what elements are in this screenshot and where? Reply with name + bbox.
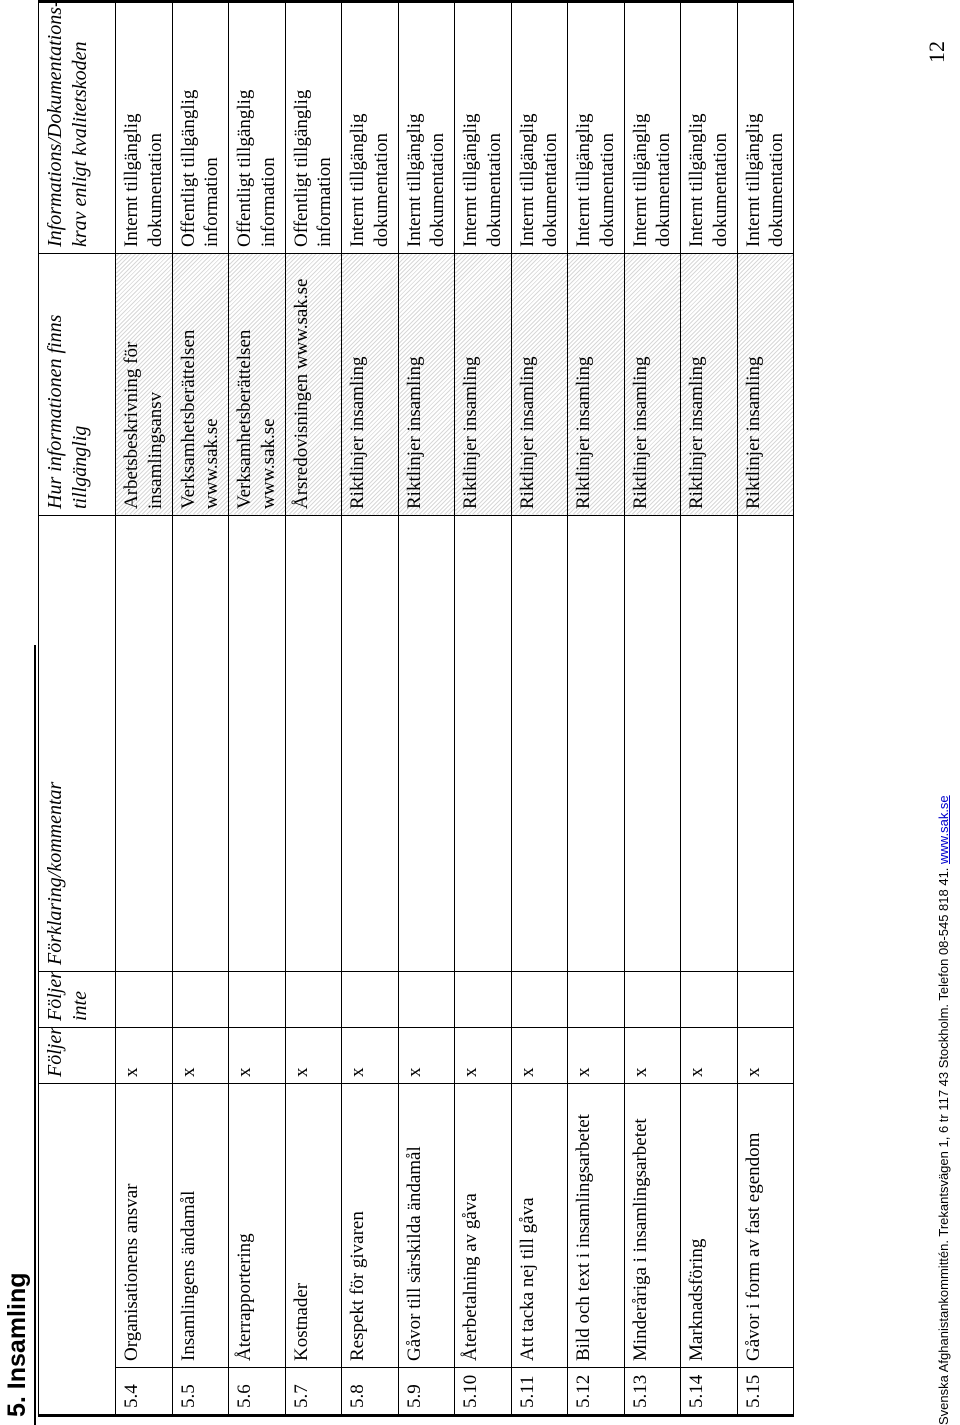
cell-forklaring	[568, 516, 625, 972]
row-label: Gåvor till särskilda ändamål	[398, 1084, 455, 1368]
header-hur: Hur informationen finns tillgänglig	[39, 254, 116, 516]
cell-foljer: x	[342, 1028, 399, 1084]
cell-krav: Internt tillgänglig dokumentation	[737, 2, 794, 254]
page-number: 12	[924, 41, 949, 63]
row-label: Bild och text i insamlingsarbetet	[568, 1084, 625, 1368]
cell-hur: Verksamhetsberättelsen www.sak.se	[229, 254, 286, 516]
table-row	[455, 2, 512, 1416]
row-label: Kostnader	[285, 1084, 342, 1368]
cell-krav: Internt tillgänglig dokumentation	[398, 2, 455, 254]
table-row	[624, 2, 681, 1416]
cell-hur: Riktlinjer insamling	[681, 254, 738, 516]
cell-hur: Riktlinjer insamling	[568, 254, 625, 516]
row-label: Organisationens ansvar	[116, 1084, 173, 1368]
cell-krav: Internt tillgänglig dokumentation	[568, 2, 625, 254]
compliance-table	[38, 0, 794, 1417]
cell-foljer-inte	[737, 972, 794, 1028]
cell-hur: Riktlinjer insamling	[342, 254, 399, 516]
cell-foljer-inte	[116, 972, 173, 1028]
section-title: 5. Insamling	[3, 1272, 31, 1417]
cell-hur: Årsredovisningen www.sak.se	[285, 254, 342, 516]
row-label: Återrapportering	[229, 1084, 286, 1368]
cell-krav: Internt tillgänglig dokumentation	[624, 2, 681, 254]
cell-foljer-inte	[398, 972, 455, 1028]
table-row	[398, 2, 455, 1416]
footer	[936, 795, 951, 1425]
row-label: Återbetalning av gåva	[455, 1084, 512, 1368]
cell-krav: Internt tillgänglig dokumentation	[116, 2, 173, 254]
cell-foljer-inte	[172, 972, 229, 1028]
row-number: 5.9	[398, 1368, 455, 1416]
cell-foljer: x	[624, 1028, 681, 1084]
cell-forklaring	[285, 516, 342, 972]
cell-foljer-inte	[229, 972, 286, 1028]
row-label: Minderåriga i insamlingsarbetet	[624, 1084, 681, 1368]
section-rule	[34, 645, 36, 1425]
cell-foljer: x	[285, 1028, 342, 1084]
cell-forklaring	[172, 516, 229, 972]
cell-forklaring	[455, 516, 512, 972]
header-forklaring: Förklaring/kommentar	[39, 516, 116, 972]
cell-krav: Internt tillgänglig dokumentation	[681, 2, 738, 254]
cell-foljer: x	[568, 1028, 625, 1084]
cell-hur: Riktlinjer insamling	[455, 254, 512, 516]
cell-krav: Internt tillgänglig dokumentation	[342, 2, 399, 254]
cell-krav: Internt tillgänglig dokumentation	[455, 2, 512, 254]
row-number: 5.15	[737, 1368, 794, 1416]
footer-text: Svenska Afghanistankommittén. Trekantsvägen 1, 6 tr 117 43 Stockholm. Telefon 08-545 818 41.	[936, 863, 951, 1425]
row-number: 5.4	[116, 1368, 173, 1416]
cell-forklaring	[624, 516, 681, 972]
row-number: 5.13	[624, 1368, 681, 1416]
cell-krav: Offentligt tillgänglig information	[229, 2, 286, 254]
table-row	[229, 2, 286, 1416]
table-row	[116, 2, 173, 1416]
cell-foljer-inte	[511, 972, 568, 1028]
cell-foljer: x	[681, 1028, 738, 1084]
table-row	[342, 2, 399, 1416]
row-number: 5.6	[229, 1368, 286, 1416]
cell-hur: Riktlinjer insamling	[511, 254, 568, 516]
cell-forklaring	[229, 516, 286, 972]
cell-hur: Arbetsbeskrivning för insamlingsansv	[116, 254, 173, 516]
cell-foljer: x	[737, 1028, 794, 1084]
header-blank	[39, 1084, 116, 1416]
cell-foljer: x	[172, 1028, 229, 1084]
header-foljer: Följer	[39, 1028, 116, 1084]
table-row	[172, 2, 229, 1416]
row-number: 5.11	[511, 1368, 568, 1416]
row-label: Insamlingens ändamål	[172, 1084, 229, 1368]
row-label: Respekt för givaren	[342, 1084, 399, 1368]
header-krav: Informations/Dokumentations-krav enligt kvalitetskoden	[39, 2, 116, 254]
cell-hur: Riktlinjer insamling	[624, 254, 681, 516]
cell-foljer-inte	[624, 972, 681, 1028]
cell-hur: Verksamhetsberättelsen www.sak.se	[172, 254, 229, 516]
row-number: 5.12	[568, 1368, 625, 1416]
row-label: Att tacka nej till gåva	[511, 1084, 568, 1368]
row-label: Marknadsföring	[681, 1084, 738, 1368]
table-row	[737, 2, 794, 1416]
row-number: 5.14	[681, 1368, 738, 1416]
cell-foljer-inte	[568, 972, 625, 1028]
table-row	[681, 2, 738, 1416]
table-row	[285, 2, 342, 1416]
cell-foljer-inte	[455, 972, 512, 1028]
cell-forklaring	[116, 516, 173, 972]
cell-foljer-inte	[285, 972, 342, 1028]
row-number: 5.5	[172, 1368, 229, 1416]
row-number: 5.7	[285, 1368, 342, 1416]
row-number: 5.10	[455, 1368, 512, 1416]
cell-foljer: x	[398, 1028, 455, 1084]
table-row	[511, 2, 568, 1416]
cell-forklaring	[511, 516, 568, 972]
cell-foljer-inte	[681, 972, 738, 1028]
cell-forklaring	[398, 516, 455, 972]
header-foljer-inte: Följer inte	[39, 972, 116, 1028]
cell-foljer: x	[229, 1028, 286, 1084]
cell-krav: Internt tillgänglig dokumentation	[511, 2, 568, 254]
cell-forklaring	[342, 516, 399, 972]
cell-foljer: x	[511, 1028, 568, 1084]
cell-krav: Offentligt tillgänglig information	[285, 2, 342, 254]
cell-foljer: x	[116, 1028, 173, 1084]
footer-link[interactable]: www.sak.se	[936, 795, 951, 864]
row-number: 5.8	[342, 1368, 399, 1416]
row-label: Gåvor i form av fast egendom	[737, 1084, 794, 1368]
header-row	[39, 2, 116, 1416]
table-row	[568, 2, 625, 1416]
cell-forklaring	[737, 516, 794, 972]
cell-foljer: x	[455, 1028, 512, 1084]
cell-forklaring	[681, 516, 738, 972]
cell-hur: Riktlinjer insamling	[398, 254, 455, 516]
cell-krav: Offentligt tillgänglig information	[172, 2, 229, 254]
cell-hur: Riktlinjer insamling	[737, 254, 794, 516]
cell-foljer-inte	[342, 972, 399, 1028]
